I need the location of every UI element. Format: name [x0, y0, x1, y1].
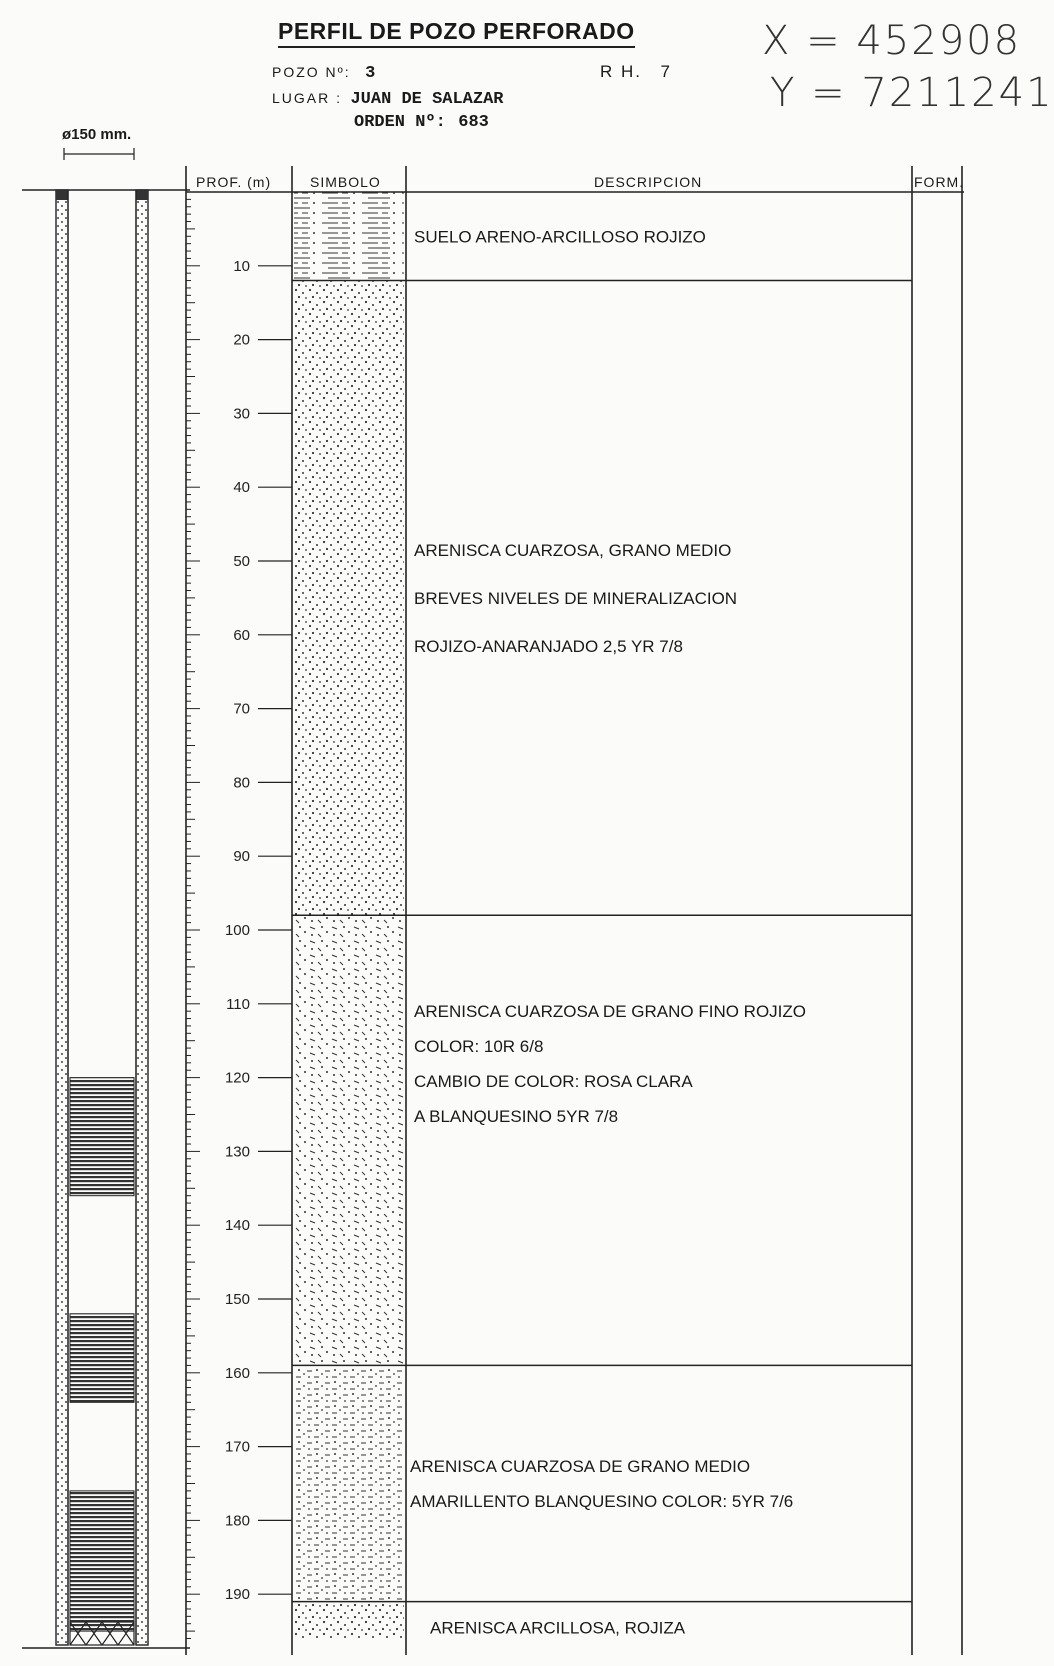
handwritten-x: X = 452908	[762, 18, 1022, 64]
lithology-layer	[292, 281, 912, 916]
lugar-value: JUAN DE SALAZAR	[350, 90, 504, 109]
depth-tick-label: 90	[233, 848, 250, 866]
description-column-header: DESCRIPCION	[594, 174, 703, 190]
depth-tick-label: 30	[233, 405, 250, 423]
layer-description-line: ROJIZO-ANARANJADO 2,5 YR 7/8	[414, 636, 683, 656]
lithology-layer	[294, 192, 706, 281]
depth-tick-label: 10	[233, 257, 250, 275]
rh-label: R H.	[600, 62, 642, 81]
gravel-pack-left	[56, 190, 68, 1645]
diameter-label: ø150 mm.	[62, 126, 132, 143]
layer-description-line: COLOR: 10R 6/8	[414, 1037, 544, 1057]
depth-tick-label: 60	[233, 626, 250, 644]
well-screen-section	[70, 1078, 134, 1196]
depth-tick-label: 110	[226, 995, 250, 1013]
surface-seal-left	[56, 190, 68, 200]
layer-symbol-fill	[294, 1365, 404, 1601]
layer-description-line: ARENISCA CUARZOSA, GRANO MEDIO	[414, 540, 732, 560]
layer-symbol-fill	[294, 281, 404, 916]
depth-tick-label: 150	[224, 1291, 250, 1308]
well-screen-section	[70, 1314, 134, 1403]
screens-layer	[70, 1078, 134, 1632]
layer-description-line: ARENISCA CUARZOSA DE GRANO FINO ROJIZO	[414, 1002, 806, 1022]
layer-description-line: SUELO ARENO-ARCILLOSO ROJIZO	[414, 227, 706, 247]
symbol-column-header: SIMBOLO	[310, 174, 381, 190]
depth-tick-label: 140	[224, 1217, 250, 1235]
depth-tick-label: 170	[224, 1438, 250, 1456]
layer-description-line: ARENISCA ARCILLOSA, ROJIZA	[430, 1618, 686, 1638]
depth-tick-label: 190	[224, 1586, 250, 1604]
lithology-layer	[292, 1602, 912, 1639]
well-screen-section	[70, 1491, 134, 1631]
depth-tick-label: 120	[224, 1069, 250, 1087]
rh-value: 7	[660, 62, 672, 81]
handwritten-y: Y = 7211241	[770, 70, 1054, 116]
depth-tick-label: 180	[224, 1512, 250, 1530]
layer-symbol-fill	[294, 1602, 404, 1639]
lithology-layer	[292, 1365, 912, 1601]
layer-description-line: ARENISCA CUARZOSA DE GRANO MEDIO	[410, 1457, 751, 1476]
pozo-label: POZO Nº:	[272, 64, 351, 80]
depth-tick-label: 70	[233, 700, 250, 718]
surface-seal-right	[136, 190, 148, 200]
lithology-layer	[292, 915, 912, 1365]
depth-tick-label: 130	[224, 1143, 250, 1161]
gravel-pack-right	[136, 190, 148, 1645]
well-diagram	[22, 148, 190, 1648]
depth-tick-label: 100	[224, 922, 250, 939]
layer-description-line: CAMBIO DE COLOR: ROSA CLARA	[414, 1072, 693, 1092]
pozo-value: 3	[365, 64, 376, 83]
depth-tick-label: 50	[233, 553, 250, 570]
layer-symbol-fill	[294, 915, 404, 1365]
page-title: PERFIL DE POZO PERFORADO	[278, 18, 635, 48]
layer-description-line: BREVES NIVELES DE MINERALIZACION	[414, 588, 738, 608]
depth-tick-label: 20	[233, 331, 250, 349]
layer-description-line: A BLANQUESINO 5YR 7/8	[414, 1107, 619, 1127]
layer-symbol-fill	[294, 192, 404, 281]
lugar-label: LUGAR :	[272, 90, 343, 106]
depth-tick-label: 80	[233, 774, 250, 792]
orden-label: ORDEN Nº:	[354, 113, 446, 132]
depth-tick-label: 160	[224, 1364, 250, 1382]
depth-column-header: PROF. (m)	[196, 174, 272, 190]
depth-ticks-layer	[186, 192, 292, 1638]
depth-tick-label: 40	[233, 479, 250, 497]
formation-column-header: FORM.	[914, 174, 965, 190]
lithology-layers	[292, 192, 912, 1638]
orden-value: 683	[458, 113, 489, 132]
layer-description-line: AMARILLENTO BLANQUESINO COLOR: 5YR 7/6	[410, 1492, 794, 1511]
